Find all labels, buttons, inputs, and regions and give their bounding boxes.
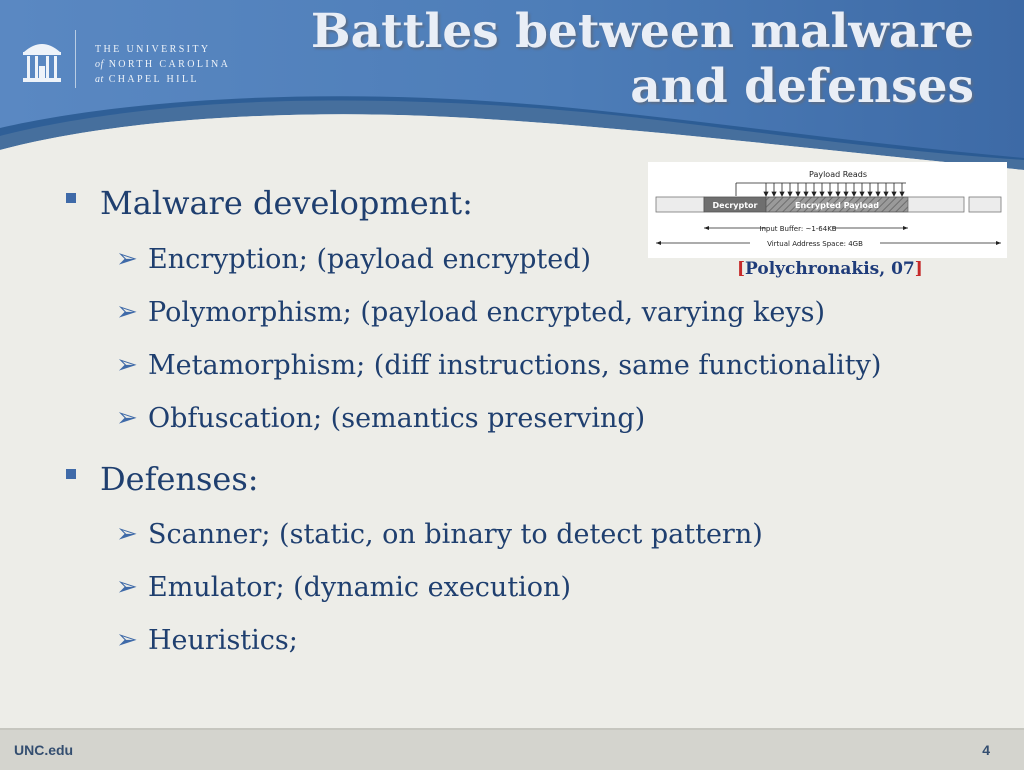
input-buffer-label: Input Buffer: ~1-64KB (759, 225, 837, 233)
bullet-defenses: Defenses: (100, 460, 259, 498)
arrow-bullet-icon: ➢ (116, 403, 138, 433)
arrowhead (656, 241, 661, 245)
read-arrows (764, 183, 904, 196)
sub-bullet-heuristics: Heuristics; (148, 625, 298, 656)
arrow-bullet-icon: ➢ (116, 572, 138, 602)
university-wordmark (95, 42, 230, 87)
old-well-logo-icon (20, 36, 64, 86)
footer-site: UNC.edu (14, 742, 74, 758)
sub-bullet-scanner: Scanner; (static, on binary to detect pattern) (148, 519, 763, 550)
arrow-bullet-icon: ➢ (116, 244, 138, 274)
citation-close-bracket: ] (914, 259, 923, 279)
decryptor-label: Decryptor (712, 201, 758, 210)
bullet-malware-development: Malware development: (100, 184, 473, 222)
arrowhead (996, 241, 1001, 245)
citation-text: Polychronakis, 07 (745, 259, 915, 279)
title-line2: and defenses (630, 59, 974, 114)
wordmark-prefix-of: of (95, 59, 104, 70)
citation (737, 259, 923, 279)
payload-diagram-svg (648, 162, 1007, 258)
wordmark-line3 (95, 72, 230, 87)
wordmark-prefix-at: at (95, 74, 104, 85)
wordmark-line2 (95, 57, 230, 72)
arrow-bullet-icon: ➢ (116, 519, 138, 549)
payload-reads-label: Payload Reads (808, 170, 868, 179)
slide-title (311, 4, 974, 114)
title-line1: Battles between malware (310, 4, 974, 59)
page-number: 4 (982, 742, 990, 758)
arrowhead (903, 226, 908, 230)
square-bullet-icon (66, 193, 76, 203)
address-space-label: Virtual Address Space: 4GB (767, 240, 863, 248)
wordmark-nc: NORTH CAROLINA (108, 59, 231, 70)
citation-open-bracket: [ (737, 259, 746, 279)
sub-bullet-encryption: Encryption; (payload encrypted) (148, 244, 592, 275)
encrypted-payload-label: Encrypted Payload (795, 201, 879, 210)
logo-divider (75, 30, 76, 88)
sub-bullet-emulator: Emulator; (dynamic execution) (148, 572, 571, 603)
wordmark-line1: THE UNIVERSITY (95, 44, 211, 55)
footer-bar (0, 728, 1024, 770)
arrow-bullet-icon: ➢ (116, 625, 138, 655)
sub-bullet-obfuscation: Obfuscation; (semantics preserving) (148, 403, 646, 434)
sub-bullet-polymorphism: Polymorphism; (payload encrypted, varying keys) (148, 297, 826, 328)
buffer-right (908, 197, 964, 212)
buffer-far-right (969, 197, 1001, 212)
wordmark-ch: CHAPEL HILL (108, 74, 199, 85)
buffer-left (656, 197, 704, 212)
arrow-bullet-icon: ➢ (116, 297, 138, 327)
university-logo (20, 36, 240, 96)
square-bullet-icon (66, 469, 76, 479)
arrow-bullet-icon: ➢ (116, 350, 138, 380)
arrowhead (704, 226, 709, 230)
payload-diagram (648, 162, 1007, 258)
sub-bullet-metamorphism: Metamorphism; (diff instructions, same functionality) (148, 350, 882, 381)
